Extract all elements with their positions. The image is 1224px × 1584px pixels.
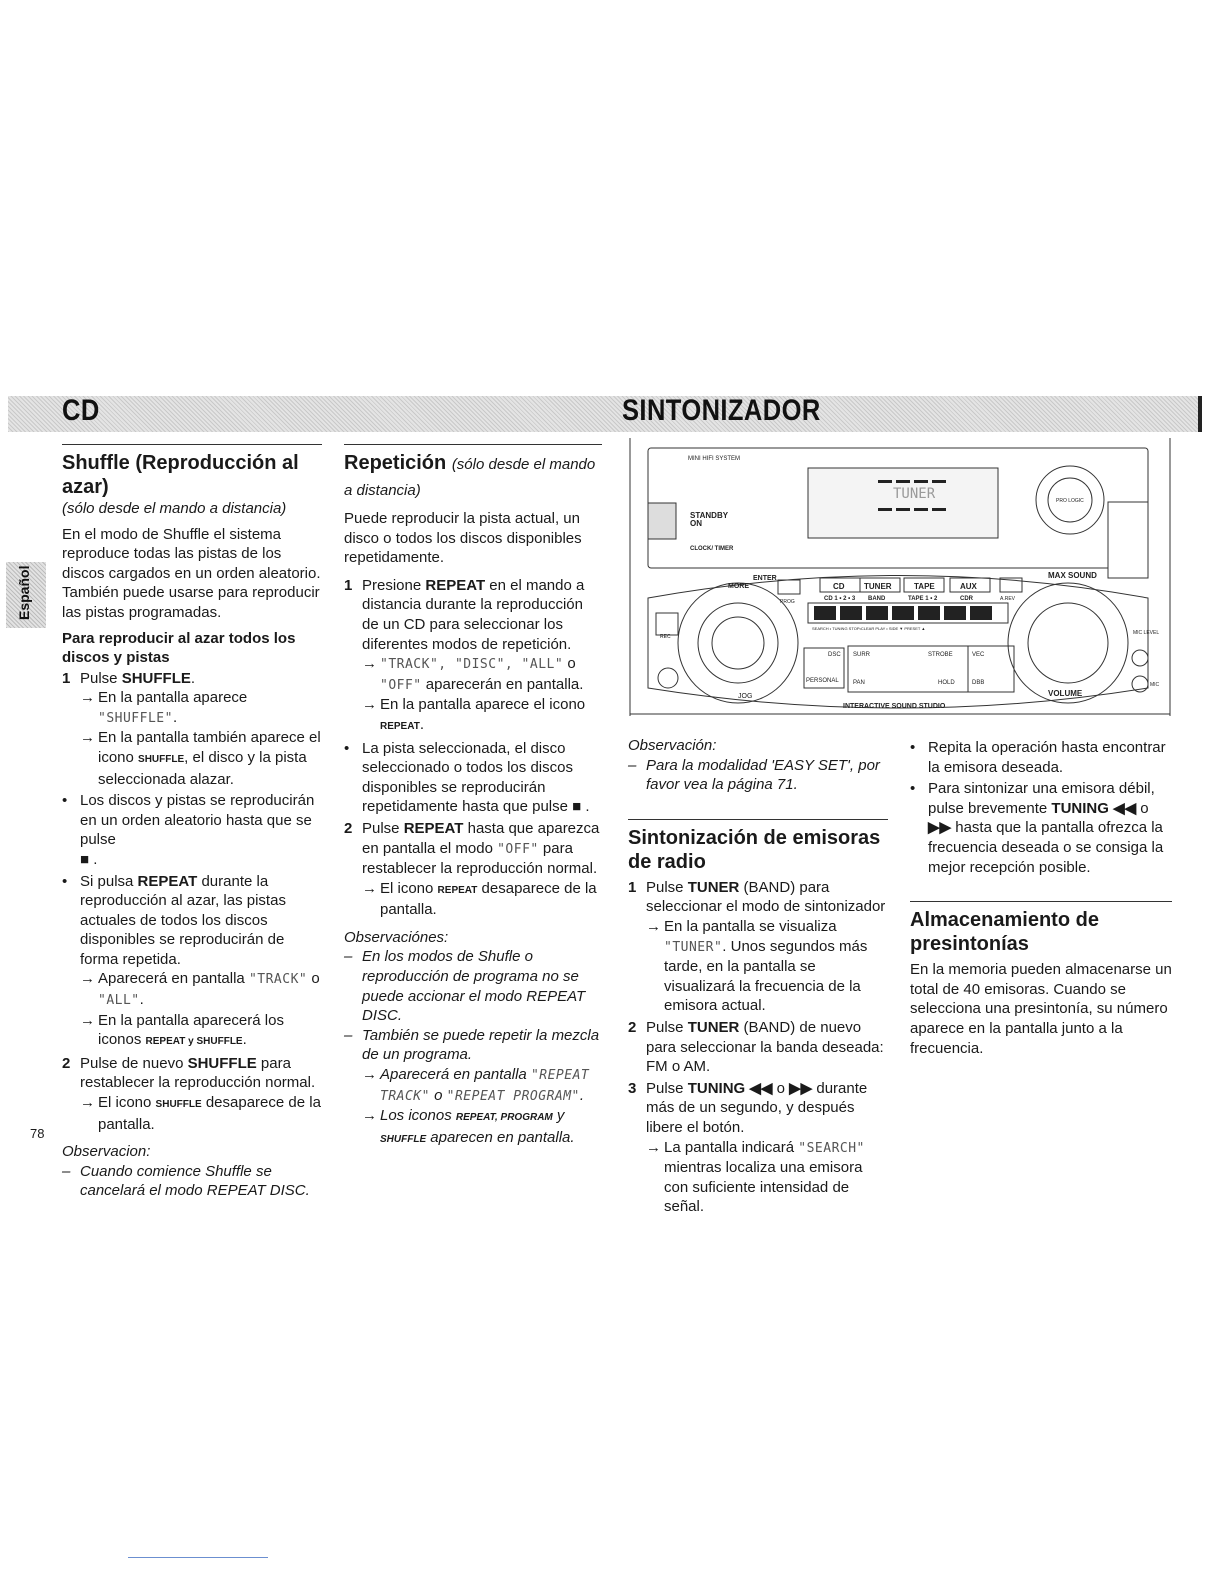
step-2: 2 Pulse de nuevo SHUFFLE para restablecer la reproducción normal. [62,1054,316,1092]
vec-label: VEC [972,652,985,658]
clock-timer-label: CLOCK/ TIMER [690,546,734,552]
mic-level-label: MIC LEVEL [1133,630,1160,636]
bullet-1: • La pista seleccionada, el disco seleccionado o todos los discos disponibles se reproducirán repetidamente hasta que pulse ■ . [344,739,590,816]
bullet-2-result-1: → Aparecerá en pantalla "TRACK" o "ALL". [80,970,320,1009]
cd-sub-label: CD 1 • 2 • 3 [824,596,856,602]
volume-label: VOLUME [1048,689,1083,698]
step-2: 2 Pulse REPEAT hasta que aparezca en pantalla el modo "OFF" para restablecer la reproducción normal. [344,819,600,878]
presets-heading: Almacenamiento de presintonías [910,909,1099,956]
step-2-result: → El icono SHUFFLE desaparece de la pantalla. [80,1094,321,1133]
step-3: 3 Pulse TUNING ◀◀ o ▶▶ durante más de un segundo, y después libere el botón. [628,1079,868,1136]
pan-label: PAN [853,680,865,686]
step-1: 1 Pulse TUNER (BAND) para seleccionar el modo de sintonizador [628,878,886,916]
step-2-result: → El icono REPEAT desaparece de la pantalla. [362,879,597,919]
bullet-2: • Si pulsa REPEAT durante la reproducción al azar, las pistas actuales de todos los discos disponibles se reproducirán de forma repetida. [62,872,286,968]
section-title-tuner: SINTONIZADOR [622,394,821,427]
bullet-2: • Para sintonizar una emisora débil, pulse brevemente TUNING ◀◀ o ▶▶ hasta que la pantalla ofrezca la frecuencia deseada o se consiga la mejor recepción posible. [910,780,1164,876]
display-readout: TUNER [893,486,936,502]
shuffle-subtitle: (sólo desde el mando a distancia) [62,500,287,517]
more-label: MORE [728,583,749,590]
header-band [8,396,1202,432]
language-tab [6,562,46,628]
tape-button-label: TAPE [914,582,935,591]
jog-label: JOG [738,693,753,700]
language-tab-label: Español [16,565,32,620]
divider [344,444,602,445]
tuning-heading: Sintonización de emisoras de radio [628,826,881,873]
step-1-result-1: → "TRACK", "DISC", "ALL" o "OFF" aparecerán en pantalla. [362,655,584,693]
column-presets [910,736,1172,1058]
enter-label: ENTER [753,575,777,582]
system-label: MINI HIFI SYSTEM [688,456,741,462]
step-1-result-1: → En la pantalla aparece "SHUFFLE". [80,689,248,726]
page-number: 78 [30,1126,45,1141]
bullet-1: • Repita la operación hasta encontrar la emisora deseada. [910,739,1166,776]
note-1: – En los modos de Shufle o reproducción de programa no se puede accionar el modo REPEAT DISC. [344,948,586,1025]
notes-label: Observaciónes: [344,928,449,946]
observation-label: Observación: [628,737,717,754]
cd-button-label: CD [833,582,845,591]
dbb-label: DBB [972,680,985,686]
note-label: Observacion: [62,1143,151,1161]
repeat-intro: Puede reproducir la pista actual, un disco o todos los discos disponibles repetidamente. [344,510,582,567]
band-label: BAND [868,596,886,602]
divider [628,819,888,820]
step-1-result: → En la pantalla se visualiza "TUNER". Unos segundos más tarde, en la pantalla se visualizará la frecuencia de la emisora actual. [646,917,868,1015]
shuffle-heading: Shuffle (Reproducción al azar) [62,452,299,498]
arev-label: A.REV [1000,596,1016,602]
device-front-panel-illustration [628,438,1172,716]
max-sound-label: MAX SOUND [1048,571,1097,580]
transport-sub-label: SEARCH • TUNING STOP•CLEAR PLAY • SIDE ▼ PRESET ▲ [812,626,926,631]
column-repeat [344,444,602,1149]
bullet-2-result-2: → En la pantalla aparecerá los iconos REPEAT y SHUFFLE. [80,1011,284,1049]
bullet-1: • Los discos y pistas se reproducirán en un orden aleatorio hasta que se pulse ■ . [62,792,315,868]
shuffle-intro: En el modo de Shuffle el sistema reproduce todas las pistas de los discos cargados en un orden aleatorio. También puede usarse para reproducir las pistas programadas. [62,525,321,621]
note-text: – Cuando comience Shuffle se cancelará el modo REPEAT DISC. [62,1162,310,1200]
rec-label: REC [660,634,671,640]
note-2: – También se puede repetir la mezcla de un programa. [344,1026,600,1064]
step-1: 1 Pulse SHUFFLE. [62,669,196,687]
tape-sub-label: TAPE 1 • 2 [908,596,938,602]
footer-line [128,1557,268,1558]
step-1-result-2: → En la pantalla aparece el icono REPEAT. [362,696,586,733]
observation-text: – Para la modalidad 'EASY SET', por favor vea la página 71. [628,756,880,794]
step-3-result: → La pantalla indicará "SEARCH" mientras localiza una emisora con suficiente intensidad de señal. [646,1138,865,1216]
repeat-heading: Repetición (sólo desde el mando a distancia) [344,452,596,499]
step-2: 2 Pulse TUNER (BAND) de nuevo para seleccionar la banda deseada: FM o AM. [628,1018,884,1076]
column-tuning [628,736,888,1217]
divider [910,901,1172,902]
aux-button-label: AUX [960,582,977,591]
on-label: ON [690,519,702,528]
note-2-result-1: → Aparecerá en pantalla "REPEAT TRACK" o "REPEAT PROGRAM". [362,1066,590,1104]
surr-label: SURR [853,652,871,658]
mic-label: MIC [1150,682,1160,688]
strobe-label: STROBE [928,652,953,658]
divider [62,444,322,445]
presets-text: En la memoria pueden almacenarse un total de 40 emisoras. Cuando se selecciona una presintonía, su número aparece en la pantalla junto a la frecuencia. [910,961,1172,1057]
shuffle-subheading: Para reproducir al azar todos los discos y pistas [62,629,296,666]
cdr-label: CDR [960,596,973,602]
header-band-end [1198,396,1202,432]
hold-label: HOLD [938,680,955,686]
step-1-result-2: → En la pantalla también aparece el icono SHUFFLE, el disco y la pista seleccionada alazar. [80,729,321,788]
column-shuffle [62,444,322,1201]
tuner-button-label: TUNER [864,582,892,591]
note-2-result-2: → Los iconos REPEAT, PROGRAM y SHUFFLE aparecen en pantalla. [362,1107,575,1146]
standby-label: STANDBY [690,511,729,520]
studio-label: INTERACTIVE SOUND STUDIO [843,703,946,710]
personal-label: PERSONAL [806,678,839,684]
prog-label: PROG [780,599,795,605]
section-title-cd: CD [62,394,100,427]
dsc-label: DSC [828,652,841,658]
step-1: 1 Presione REPEAT en el mando a distancia durante la reproducción de un CD para seleccionar los diferentes modos de repetición. [344,576,585,653]
pro-logic-label: PRO LOGIC [1056,498,1084,504]
